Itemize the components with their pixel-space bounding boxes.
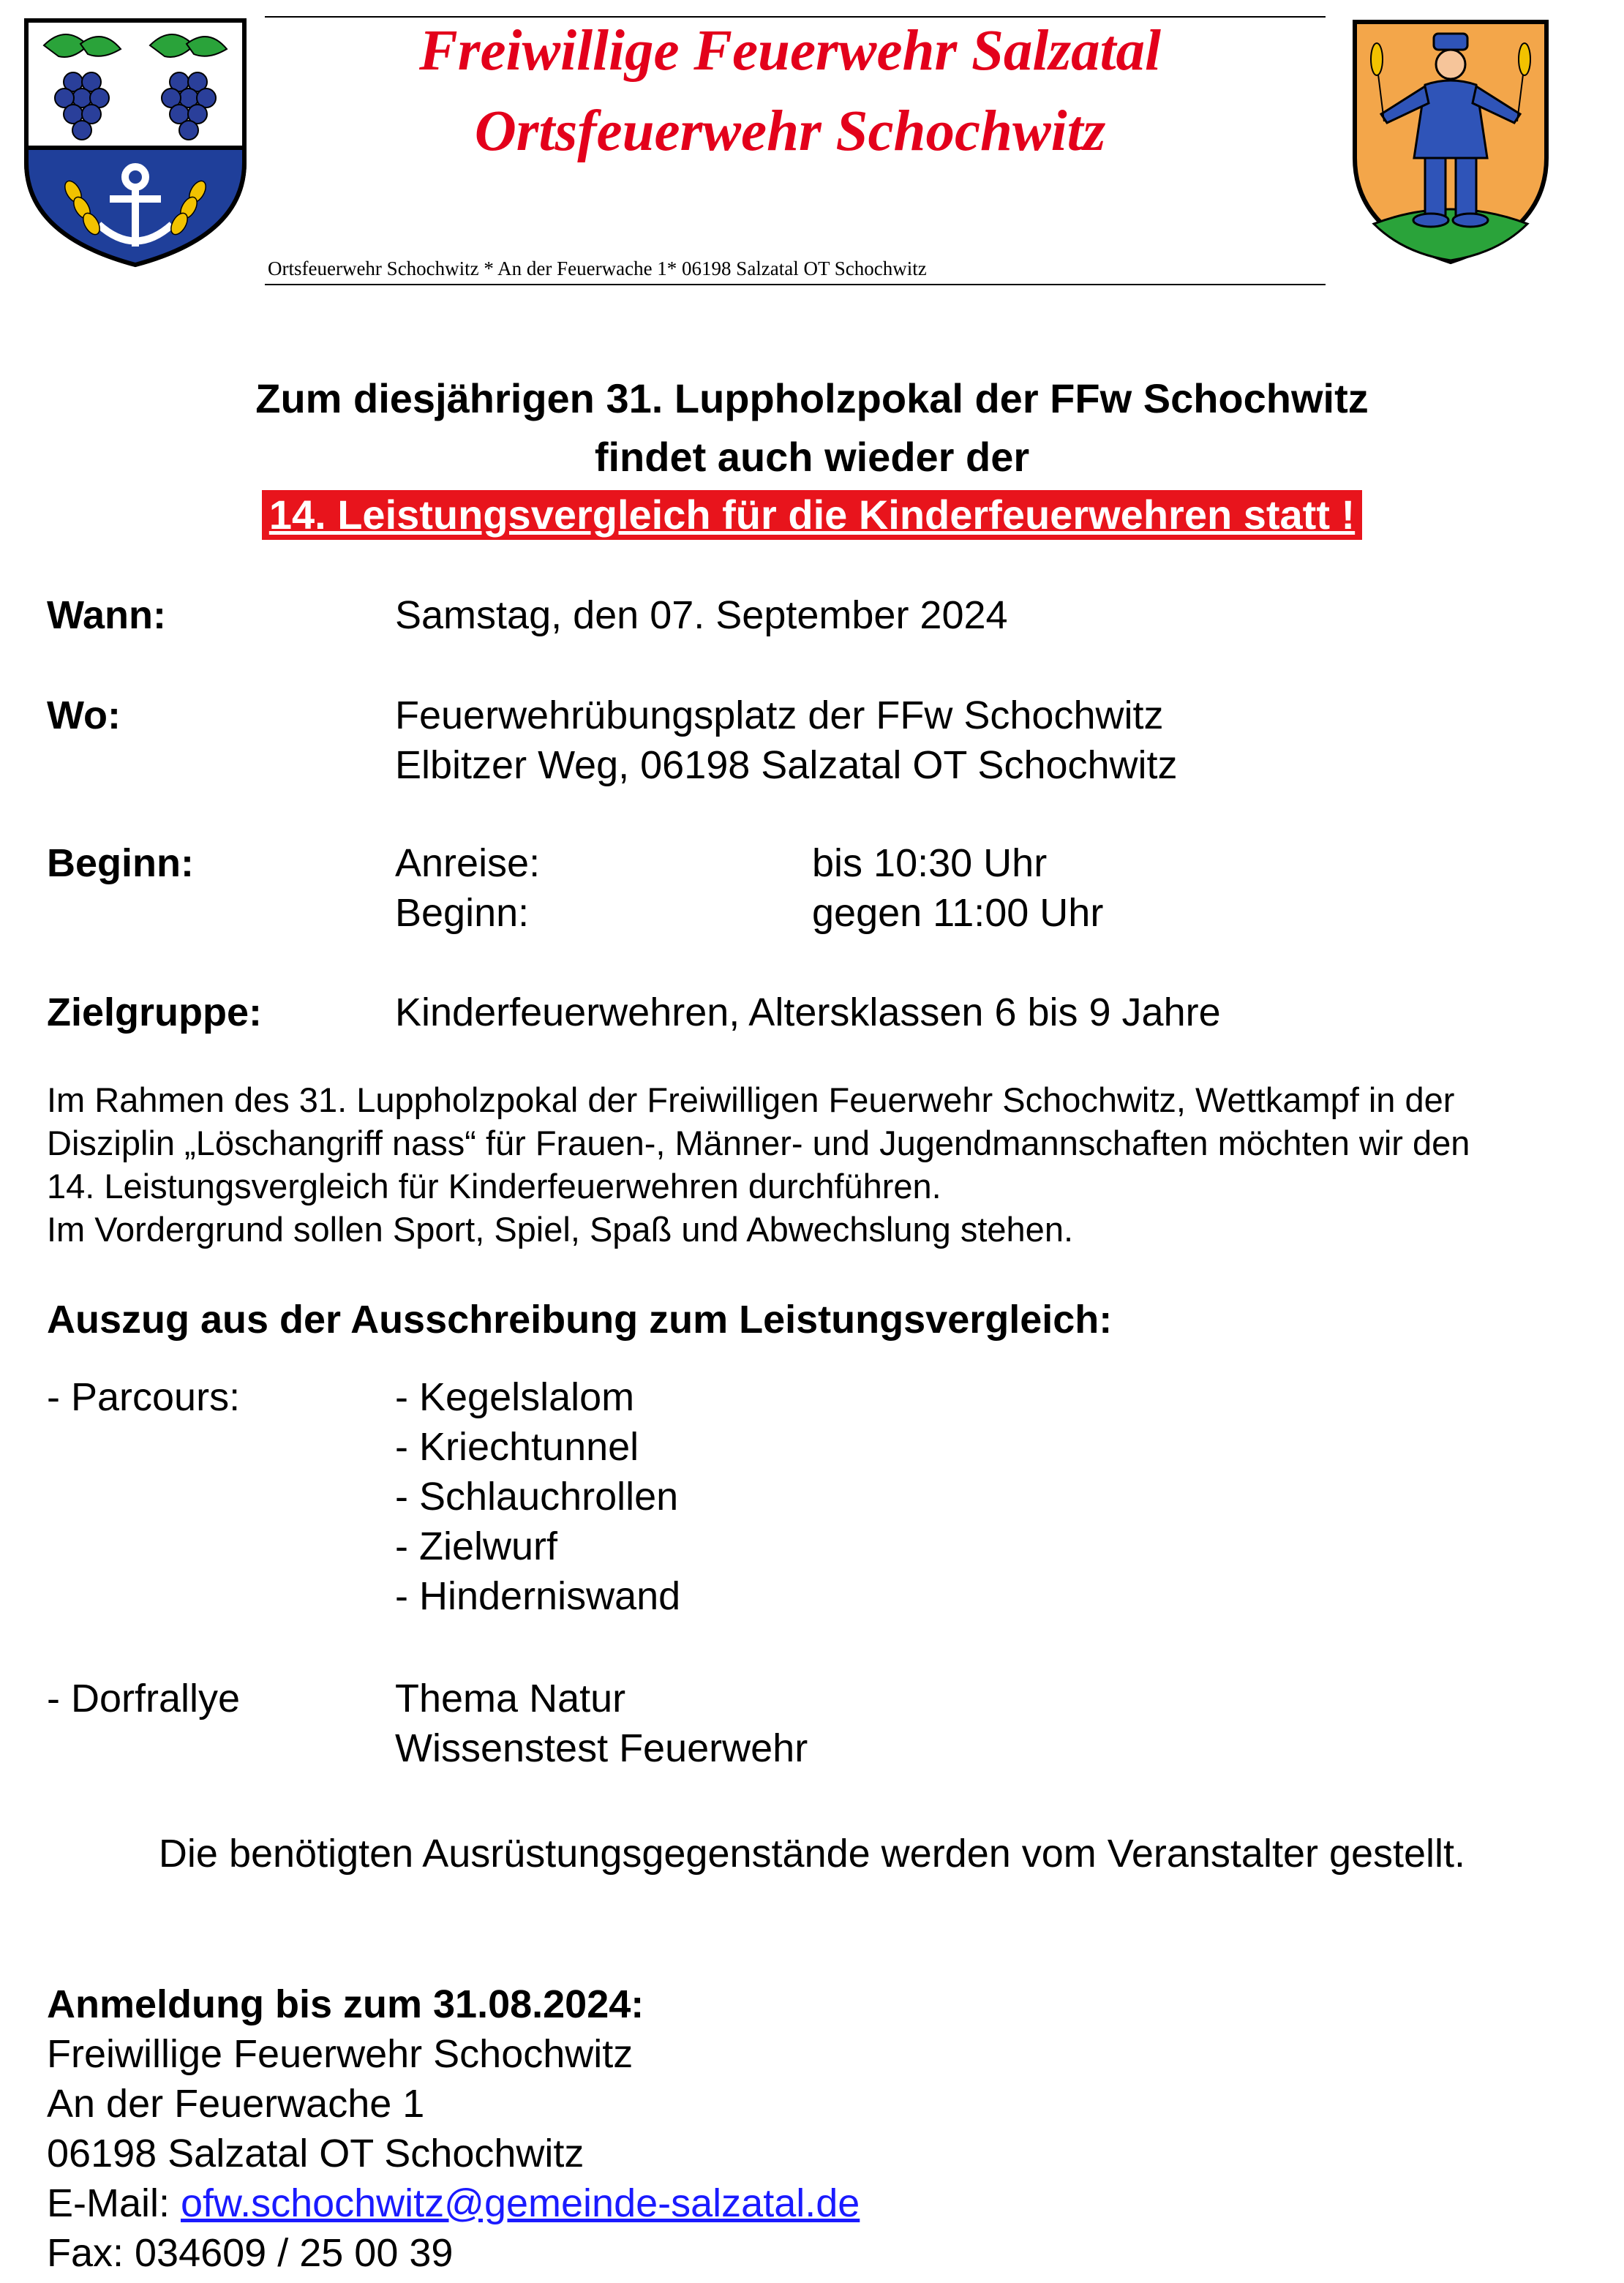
where-label: Wo:: [47, 693, 121, 737]
list-item: Thema Natur: [395, 1677, 626, 1720]
intro-line: Im Rahmen des 31. Luppholzpokal der Freiwilligen Feuerwehr Schochwitz, Wettkampf in der: [47, 1080, 1455, 1119]
target-value: Kinderfeuerwehren, Altersklassen 6 bis 9 Jahre: [395, 990, 1221, 1034]
headline-highlight-wrap: [0, 490, 1624, 540]
list-item: - Schlauchrollen: [395, 1475, 679, 1519]
headline-highlight: 14. Leistungsvergleich für die Kinderfeuerwehren statt !: [262, 490, 1362, 540]
list-item: - Kegelslalom: [395, 1375, 635, 1419]
when-label: Wann:: [47, 593, 166, 637]
letterhead-address: Ortsfeuerwehr Schochwitz * An der Feuerwache 1* 06198 Salzatal OT Schochwitz: [268, 257, 927, 279]
intro-line: Im Vordergrund sollen Sport, Spiel, Spaß und Abwechslung stehen.: [47, 1210, 1074, 1249]
list-item: - Kriechtunnel: [395, 1425, 639, 1469]
registration-heading: Anmeldung bis zum 31.08.2024:: [47, 1982, 644, 2026]
intro-paragraph: [47, 1078, 1583, 1251]
registration-fax: Fax: 034609 / 25 00 39: [47, 2231, 454, 2275]
registration-block: [47, 1979, 860, 2278]
excerpt-heading: Auszug aus der Ausschreibung zum Leistungsvergleich:: [47, 1298, 1113, 1342]
parcours-list: [395, 1372, 680, 1621]
arrival-value: bis 10:30 Uhr: [812, 841, 1048, 885]
left-coat-of-arms-icon: [22, 16, 249, 268]
letterhead-title: Freiwillige Feuerwehr Salzatal: [419, 19, 1161, 83]
rallye-label: - Dorfrallye: [47, 1677, 241, 1720]
registration-org: Freiwillige Feuerwehr Schochwitz: [47, 2032, 634, 2076]
list-item: Wissenstest Feuerwehr: [395, 1726, 808, 1770]
right-coat-of-arms-icon: [1352, 19, 1549, 265]
intro-line: Disziplin „Löschangriff nass“ für Frauen-, Männer- und Jugendmannschaften möchten wir den: [47, 1124, 1470, 1162]
rallye-list: [395, 1674, 808, 1773]
parcours-label: - Parcours:: [47, 1375, 241, 1419]
list-item: - Hinderniswand: [395, 1574, 681, 1618]
email-link[interactable]: ofw.schochwitz@gemeinde-salzatal.de: [181, 2181, 860, 2225]
target-label: Zielgruppe:: [47, 990, 262, 1034]
begin-value: gegen 11:00 Uhr: [812, 891, 1104, 935]
letterhead-bottom-rule: [265, 284, 1326, 285]
where-line-1: Feuerwehrübungsplatz der FFw Schochwitz: [395, 693, 1164, 737]
registration-email-line: [47, 2178, 860, 2228]
intro-line: 14. Leistungsvergleich für Kinderfeuerwehren durchführen.: [47, 1167, 941, 1206]
equipment-note: Die benötigten Ausrüstungsgegenstände werden vom Veranstalter gestellt.: [158, 1832, 1466, 1876]
start-label: Beginn:: [47, 841, 194, 885]
headline-line-1: Zum diesjährigen 31. Luppholzpokal der FFw Schochwitz: [255, 375, 1369, 421]
registration-city: 06198 Salzatal OT Schochwitz: [47, 2132, 584, 2175]
arrival-label: Anreise:: [395, 841, 541, 885]
when-value: Samstag, den 07. September 2024: [395, 593, 1008, 637]
where-line-2: Elbitzer Weg, 06198 Salzatal OT Schochwitz: [395, 743, 1178, 787]
letterhead-top-rule: [265, 16, 1326, 18]
registration-street: An der Feuerwache 1: [47, 2082, 425, 2126]
email-label: E-Mail:: [47, 2181, 181, 2225]
begin-label: Beginn:: [395, 891, 530, 935]
letterhead-subtitle: Ortsfeuerwehr Schochwitz: [474, 99, 1106, 163]
headline-line-2: findet auch wieder der: [594, 434, 1030, 480]
list-item: - Zielwurf: [395, 1524, 558, 1568]
